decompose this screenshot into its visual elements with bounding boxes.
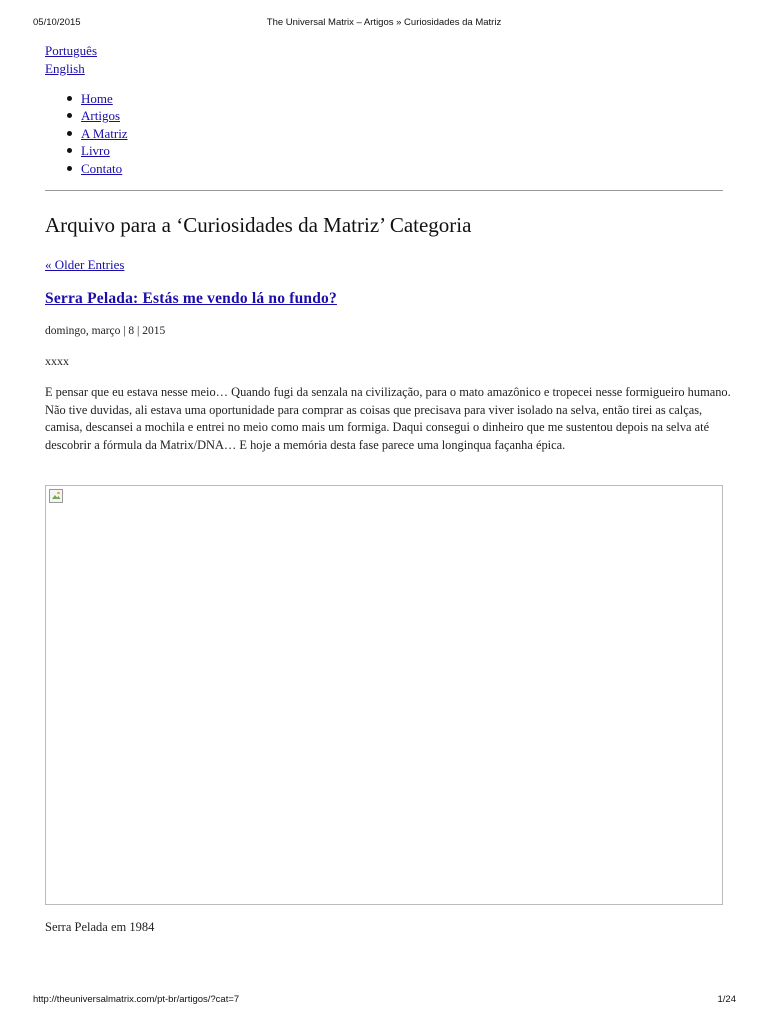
- nav-link-contato[interactable]: Contato: [81, 160, 123, 176]
- nav-link-a-matriz[interactable]: A Matriz: [81, 125, 128, 141]
- print-url: http://theuniversalmatrix.com/pt-br/artigos/?cat=7: [33, 994, 240, 1005]
- nav-link-artigos[interactable]: Artigos: [81, 108, 120, 124]
- language-switcher: [45, 42, 97, 78]
- nav-item-a-matriz: [81, 125, 128, 142]
- main-nav: [45, 90, 128, 177]
- language-link-portuguese[interactable]: Português: [45, 43, 97, 58]
- print-title: The Universal Matrix – Artigos » Curiosidades da Matriz: [266, 17, 502, 28]
- print-header: [0, 17, 768, 31]
- print-page-number: 1/24: [717, 994, 736, 1005]
- post-tag: xxxx: [45, 354, 69, 368]
- archive-title: Arquivo para a ‘Curiosidades da Matriz’ Categoria: [45, 213, 472, 237]
- nav-item-home: [81, 90, 128, 107]
- post-title-link[interactable]: Serra Pelada: Estás me vendo lá no fundo?: [45, 290, 337, 307]
- post-body: E pensar que eu estava nesse meio… Quando fugi da senzala na civilização, para o mato amazônico e tropecei nesse formigueiro humano. Não tive duvidas, ali estava uma oportunidade para comprar as coisas que precisava para viver isolado na selva, então tirei as calças, camisa, descansei a mochila e entrei no meio como mais um formiga. Daqui consegui o dinheiro que me sustentou depois na selva até descobrir a fórmula da Matrix/DNA… E hoje a memória desta fase parece uma longinqua façanha épica.: [45, 385, 731, 452]
- post-date: domingo, março | 8 | 2015: [45, 325, 166, 337]
- older-entries-link[interactable]: « Older Entries: [45, 257, 125, 272]
- post-image-placeholder: [45, 485, 723, 905]
- nav-item-livro: [81, 142, 128, 159]
- post-title: [45, 290, 337, 308]
- nav-item-contato: [81, 160, 128, 177]
- nav-item-artigos: [81, 107, 128, 124]
- header-divider: [45, 190, 723, 191]
- print-footer: [0, 994, 768, 1008]
- nav-link-home[interactable]: Home: [81, 91, 113, 106]
- image-caption: Serra Pelada em 1984: [45, 920, 155, 934]
- broken-image-icon: [49, 489, 63, 503]
- language-link-english[interactable]: English: [45, 61, 85, 76]
- nav-link-livro[interactable]: Livro: [81, 143, 110, 159]
- print-date: 05/10/2015: [33, 17, 81, 28]
